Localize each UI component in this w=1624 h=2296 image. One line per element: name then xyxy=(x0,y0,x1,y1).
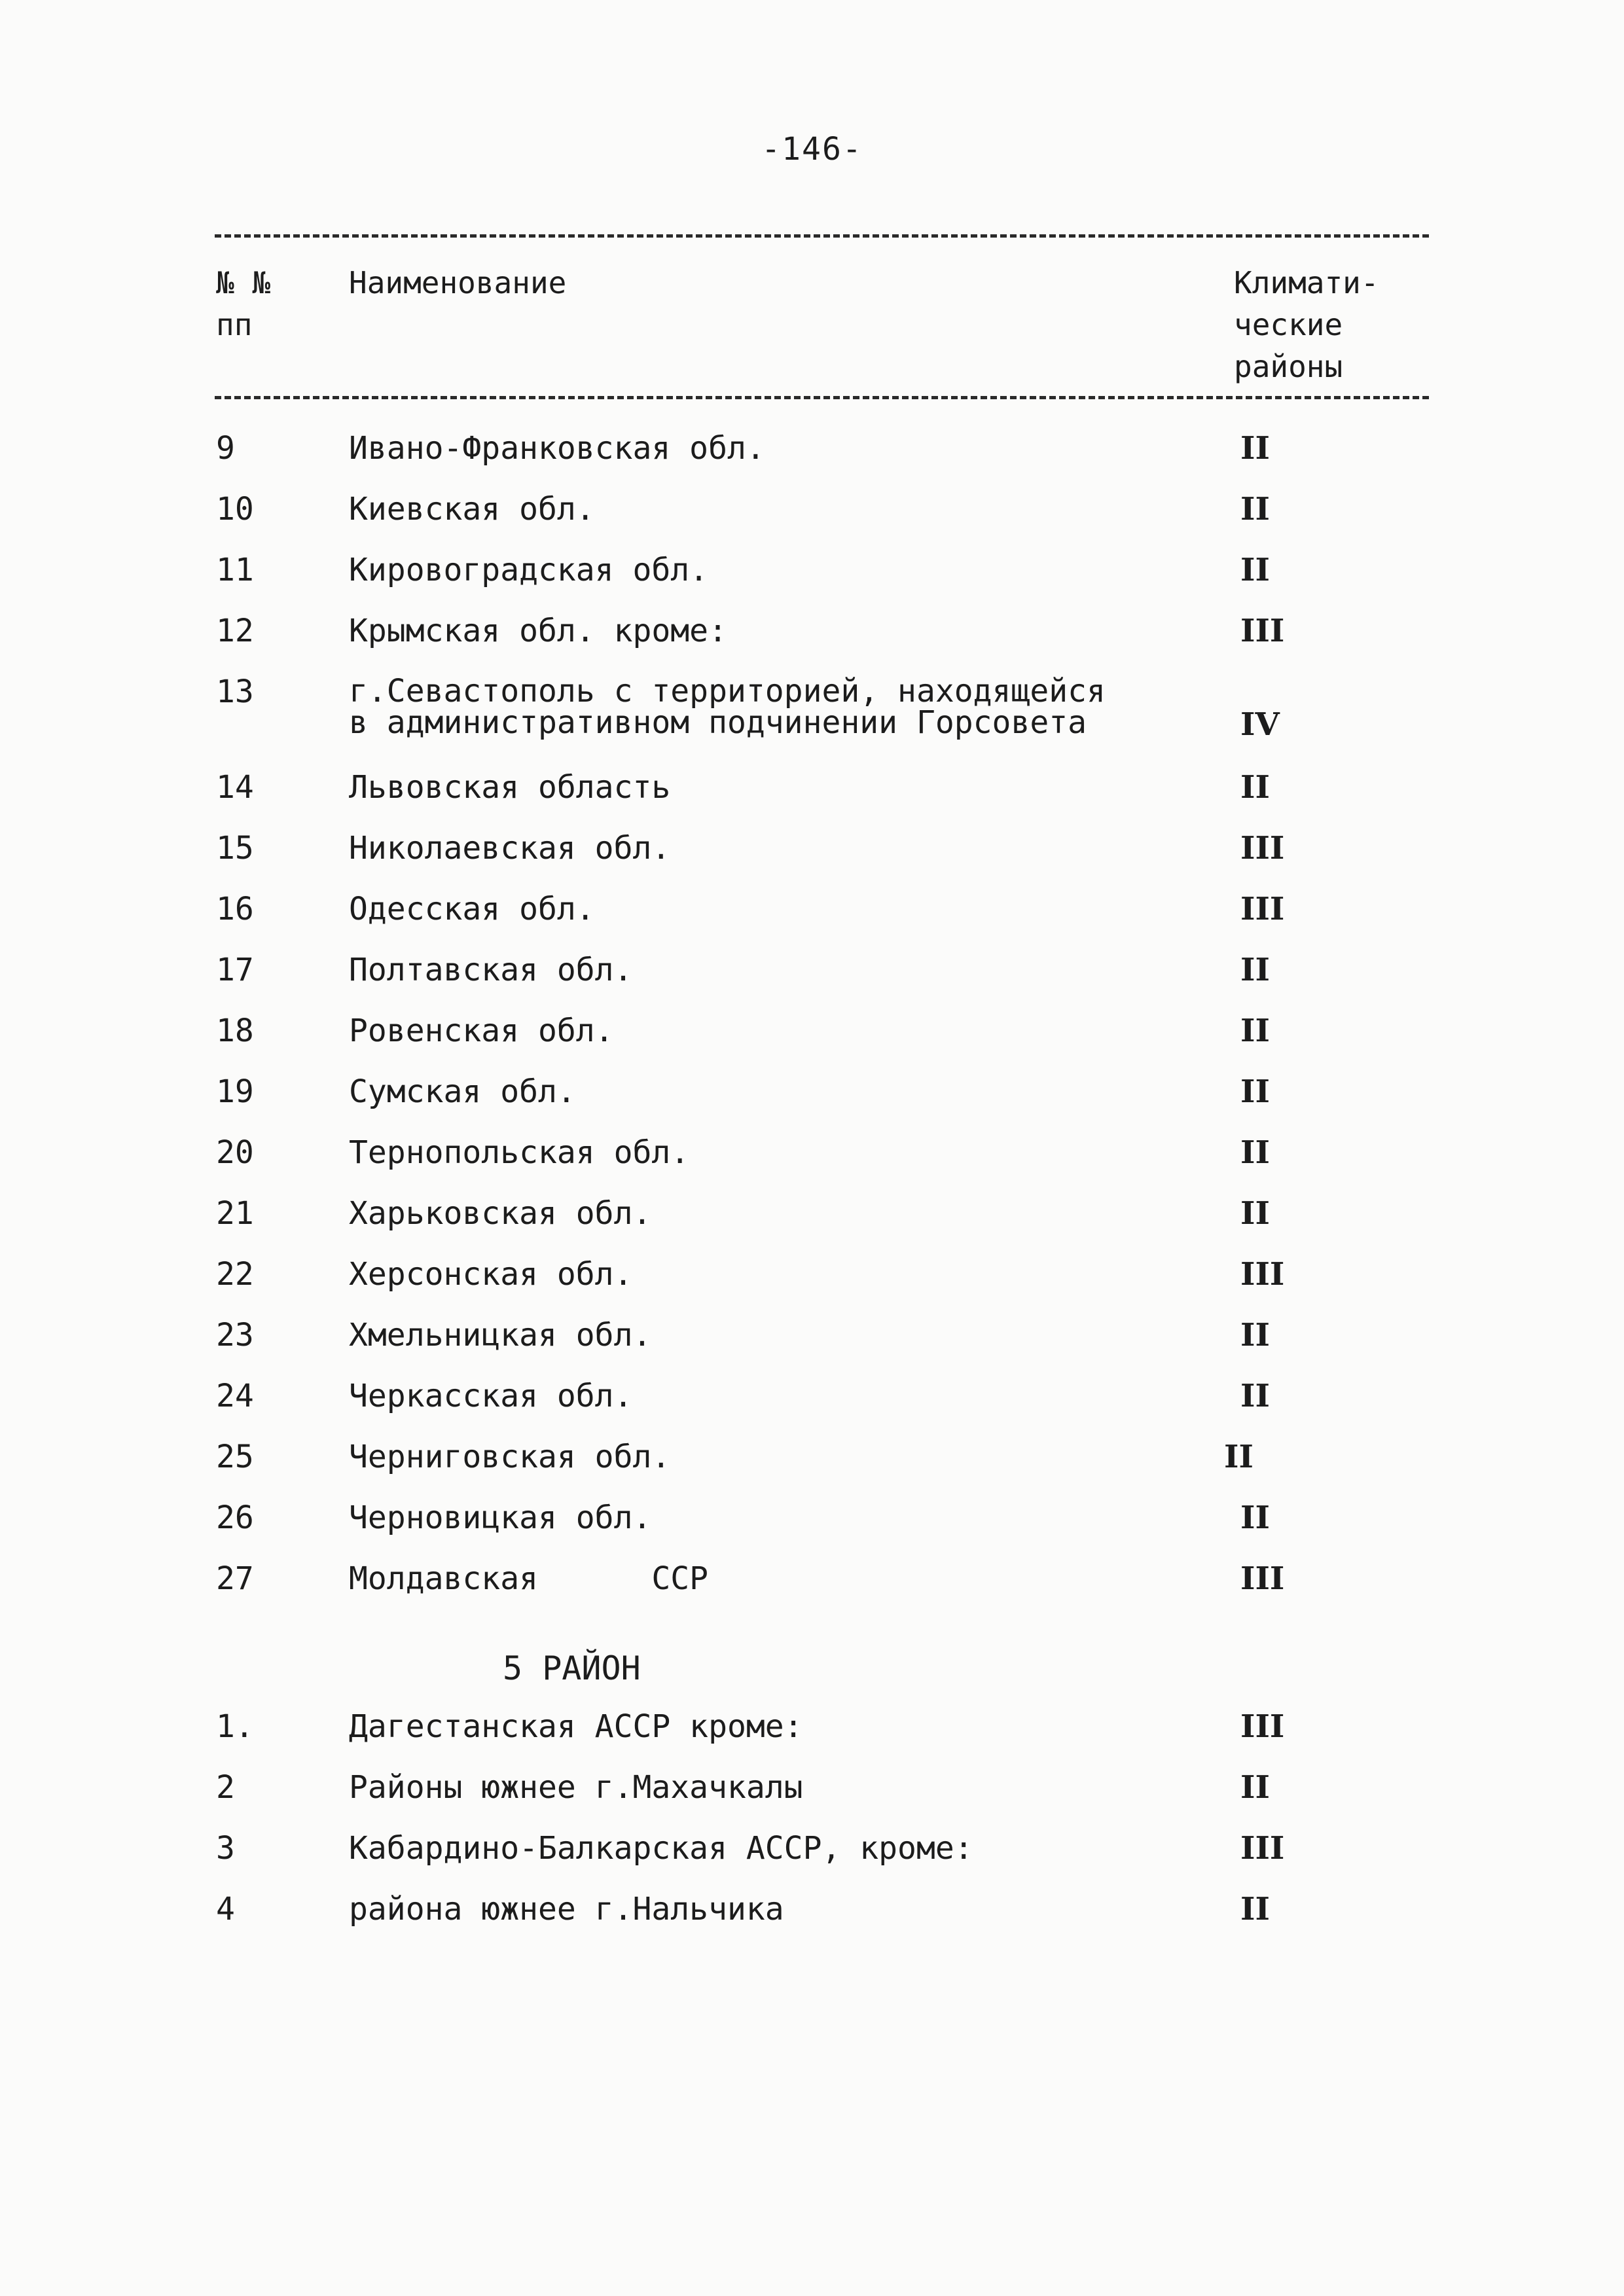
row-climate: III xyxy=(1240,1830,1285,1867)
row-name: Херсонская обл. xyxy=(349,1256,633,1293)
row-climate: II xyxy=(1224,1439,1254,1475)
row-num: 4 xyxy=(216,1891,235,1928)
header-climate: Климати- ческие районы xyxy=(1234,265,1379,384)
row-num: 3 xyxy=(216,1830,235,1867)
row-name: Ивано-Франковская обл. xyxy=(349,430,765,467)
row-num: 16 xyxy=(216,891,254,927)
row-climate: III xyxy=(1240,1560,1285,1597)
row-climate: II xyxy=(1240,1195,1270,1232)
row-name: Черкасская обл. xyxy=(349,1378,633,1414)
row-num: 27 xyxy=(216,1560,254,1597)
row-climate: II xyxy=(1240,1317,1270,1354)
row-name: Ровенская обл. xyxy=(349,1013,614,1049)
row-num: 11 xyxy=(216,552,254,588)
row-name: Молдавская ССР xyxy=(349,1560,709,1597)
row-name: Одесская обл. xyxy=(349,891,595,927)
row-name: Кировоградская обл. xyxy=(349,552,709,588)
row-num: 22 xyxy=(216,1256,254,1293)
row-num: 14 xyxy=(216,769,254,806)
row-name: Харьковская обл. xyxy=(349,1195,652,1232)
row-climate: III xyxy=(1240,613,1285,649)
row-name: Полтавская обл. xyxy=(349,952,633,988)
row-climate: II xyxy=(1240,1378,1270,1414)
page-number: -146- xyxy=(761,131,863,168)
row-name: Николаевская обл. xyxy=(349,830,671,867)
row-name: Кабардино-Балкарская АССР, кроме: xyxy=(349,1830,973,1867)
row-climate: II xyxy=(1240,1134,1270,1171)
row-climate: II xyxy=(1240,769,1270,806)
row-num: 17 xyxy=(216,952,254,988)
row-climate: III xyxy=(1240,1708,1285,1745)
row-name: Львовская область xyxy=(349,769,671,806)
row-num: 25 xyxy=(216,1439,254,1475)
row-name: г.Севастополь с территорией, находящейся в административном подчинении Горсовета xyxy=(349,673,1106,741)
row-num: 21 xyxy=(216,1195,254,1232)
row-num: 23 xyxy=(216,1317,254,1354)
row-climate: II xyxy=(1240,952,1270,988)
row-num: 12 xyxy=(216,613,254,649)
row-climate: II xyxy=(1240,430,1270,467)
row-name: Черниговская обл. xyxy=(349,1439,671,1475)
row-num: 26 xyxy=(216,1499,254,1536)
row-name: Дагестанская АССР кроме: xyxy=(349,1708,803,1745)
header-name: Наименование xyxy=(349,265,567,300)
row-name: Киевская обл. xyxy=(349,491,595,528)
row-num: 13 xyxy=(216,673,254,710)
row-num: 24 xyxy=(216,1378,254,1414)
row-name: Хмельницкая обл. xyxy=(349,1317,652,1354)
row-name: Черновицкая обл. xyxy=(349,1499,652,1536)
row-climate: III xyxy=(1240,830,1285,867)
row-climate: II xyxy=(1240,552,1270,588)
row-name: района южнее г.Нальчика xyxy=(349,1891,784,1928)
row-climate: III xyxy=(1240,1256,1285,1293)
header-num: № № пп xyxy=(216,265,271,342)
table-header-rule xyxy=(215,396,1429,399)
row-climate: II xyxy=(1240,491,1270,528)
row-num: 18 xyxy=(216,1013,254,1049)
row-climate: II xyxy=(1240,1013,1270,1049)
row-num: 2 xyxy=(216,1769,235,1806)
row-num: 15 xyxy=(216,830,254,867)
row-name: Крымская обл. кроме: xyxy=(349,613,727,649)
table-top-rule xyxy=(215,234,1429,238)
row-climate: II xyxy=(1240,1499,1270,1536)
row-climate: III xyxy=(1240,891,1285,927)
row-num: 10 xyxy=(216,491,254,528)
section-title: 5 РАЙОН xyxy=(503,1649,641,1687)
row-num: 9 xyxy=(216,430,235,467)
row-num: 1. xyxy=(216,1708,254,1745)
row-num: 20 xyxy=(216,1134,254,1171)
row-num: 19 xyxy=(216,1073,254,1110)
row-climate: IV xyxy=(1240,706,1280,743)
row-name: Районы южнее г.Махачкалы xyxy=(349,1769,803,1806)
row-climate: II xyxy=(1240,1769,1270,1806)
row-climate: II xyxy=(1240,1073,1270,1110)
row-climate: II xyxy=(1240,1891,1270,1928)
row-name: Сумская обл. xyxy=(349,1073,576,1110)
row-name: Тернопольская обл. xyxy=(349,1134,690,1171)
